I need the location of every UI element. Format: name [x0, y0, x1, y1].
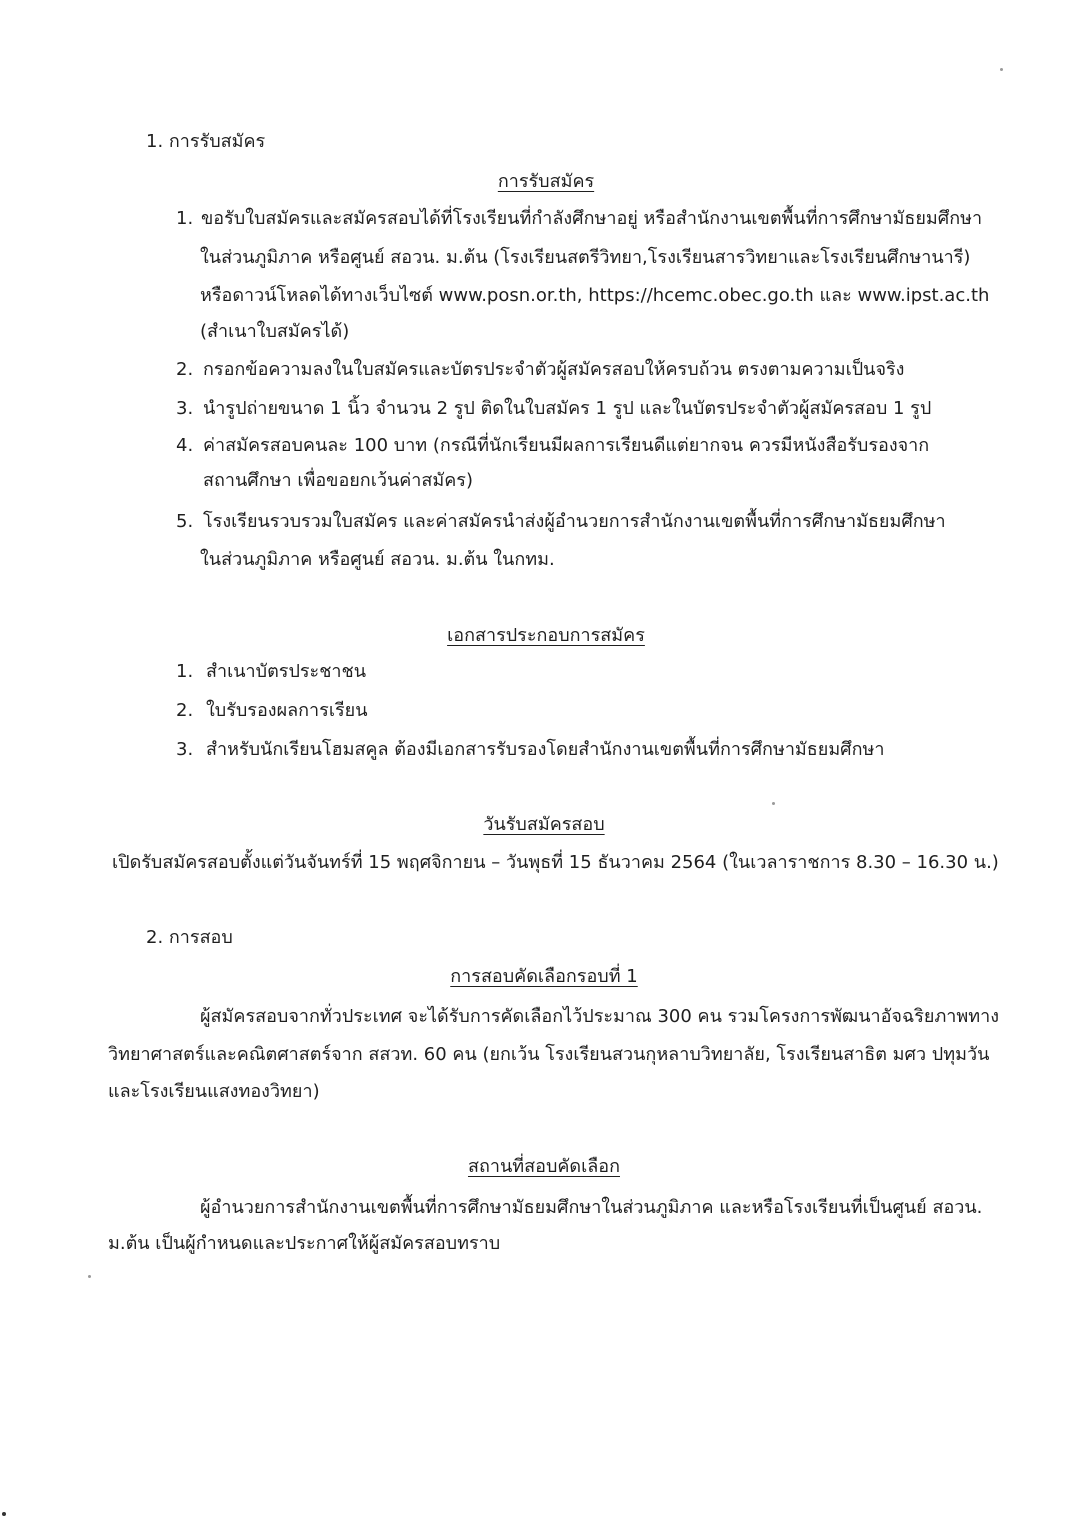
list-item-text: ใบรับรองผลการเรียน — [206, 700, 368, 721]
section-1-title: 1. การรับสมัคร — [146, 131, 266, 152]
list-item-text: (สำเนาใบสมัครได้) — [200, 321, 350, 342]
list-item-text: กรอกข้อความลงในใบสมัครและบัตรประจำตัวผู้สมัครสอบให้ครบถ้วน ตรงตามความเป็นจริง — [203, 359, 905, 380]
scan-speck — [88, 1275, 91, 1278]
list-item-text: นำรูปถ่ายขนาด 1 นิ้ว จำนวน 2 รูป ติดในใบสมัคร 1 รูป และในบัตรประจำตัวผู้สมัครสอบ 1 รูป — [203, 398, 932, 419]
list-item-text: ค่าสมัครสอบคนละ 100 บาท (กรณีที่นักเรียนมีผลการเรียนดีแต่ยากจน ควรมีหนังสือรับรองจาก — [203, 435, 930, 456]
list-item-text: หรือดาวน์โหลดได้ทางเว็บไซต์ www.posn.or.th, https://hcemc.obec.go.th และ www.ipst.ac.th — [200, 285, 990, 306]
application-heading: การรับสมัคร — [497, 171, 595, 192]
list-item-text: โรงเรียนรวบรวมใบสมัคร และค่าสมัครนำส่งผู้อำนวยการสำนักงานเขตพื้นที่การศึกษามัธยมศึกษา — [203, 511, 946, 532]
round-1-paragraph-line: ผู้สมัครสอบจากทั่วประเทศ จะได้รับการคัดเลือกไว้ประมาณ 300 คน รวมโครงการพัฒนาอัจฉริยภาพทาง — [200, 1006, 1000, 1027]
scan-speck — [2, 1512, 6, 1516]
list-item-text: ในส่วนภูมิภาค หรือศูนย์ สอวน. ม.ต้น (โรงเรียนสตรีวิทยา,โรงเรียนสารวิทยาและโรงเรียนศึกษานารี) — [200, 247, 971, 268]
list-item-number: 2. — [176, 700, 194, 721]
list-item-text: ในส่วนภูมิภาค หรือศูนย์ สอวน. ม.ต้น ในกทม. — [200, 549, 555, 570]
list-item-text: สถานศึกษา เพื่อขอยกเว้นค่าสมัคร) — [203, 470, 473, 491]
list-item-number: 1. — [176, 208, 194, 229]
exam-venue-paragraph-line: ม.ต้น เป็นผู้กำหนดและประกาศให้ผู้สมัครสอบทราบ — [108, 1233, 501, 1254]
round-1-paragraph-line: และโรงเรียนแสงทองวิทยา) — [108, 1081, 320, 1102]
list-item-text: สำหรับนักเรียนโฮมสคูล ต้องมีเอกสารรับรองโดยสำนักงานเขตพื้นที่การศึกษามัธยมศึกษา — [206, 739, 885, 760]
exam-venue-paragraph-line: ผู้อำนวยการสำนักงานเขตพื้นที่การศึกษามัธยมศึกษาในส่วนภูมิภาค และหรือโรงเรียนที่เป็นศูนย์ สอวน. — [200, 1197, 983, 1218]
section-2-title: 2. การสอบ — [146, 927, 233, 948]
round-1-paragraph-line: วิทยาศาสตร์และคณิตศาสตร์จาก สสวท. 60 คน (ยกเว้น โรงเรียนสวนกุหลาบวิทยาลัย, โรงเรียนสาธิต มศว ปทุมวัน — [108, 1044, 990, 1065]
round-1-heading: การสอบคัดเลือกรอบที่ 1 — [450, 966, 638, 987]
list-item-text: สำเนาบัตรประชาชน — [206, 661, 367, 682]
list-item-text: ขอรับใบสมัครและสมัครสอบได้ที่โรงเรียนที่กำลังศึกษาอยู่ หรือสำนักงานเขตพื้นที่การศึกษามัธยมศึกษา — [201, 208, 983, 229]
list-item-number: 2. — [176, 359, 194, 380]
list-item-number: 3. — [176, 398, 194, 419]
scan-speck — [772, 802, 775, 805]
list-item-number: 1. — [176, 661, 194, 682]
list-item-number: 5. — [176, 511, 194, 532]
documents-heading: เอกสารประกอบการสมัคร — [447, 625, 645, 646]
application-dates-text: เปิดรับสมัครสอบตั้งแต่วันจันทร์ที่ 15 พฤศจิกายน – วันพุธที่ 15 ธันวาคม 2564 (ในเวลาราชการ 8.30 – 16.30 น.) — [112, 852, 999, 873]
list-item-number: 4. — [176, 435, 194, 456]
scan-speck — [1000, 68, 1003, 71]
exam-venue-heading: สถานที่สอบคัดเลือก — [467, 1156, 620, 1177]
list-item-number: 3. — [176, 739, 194, 760]
application-dates-heading: วันรับสมัครสอบ — [483, 814, 605, 835]
